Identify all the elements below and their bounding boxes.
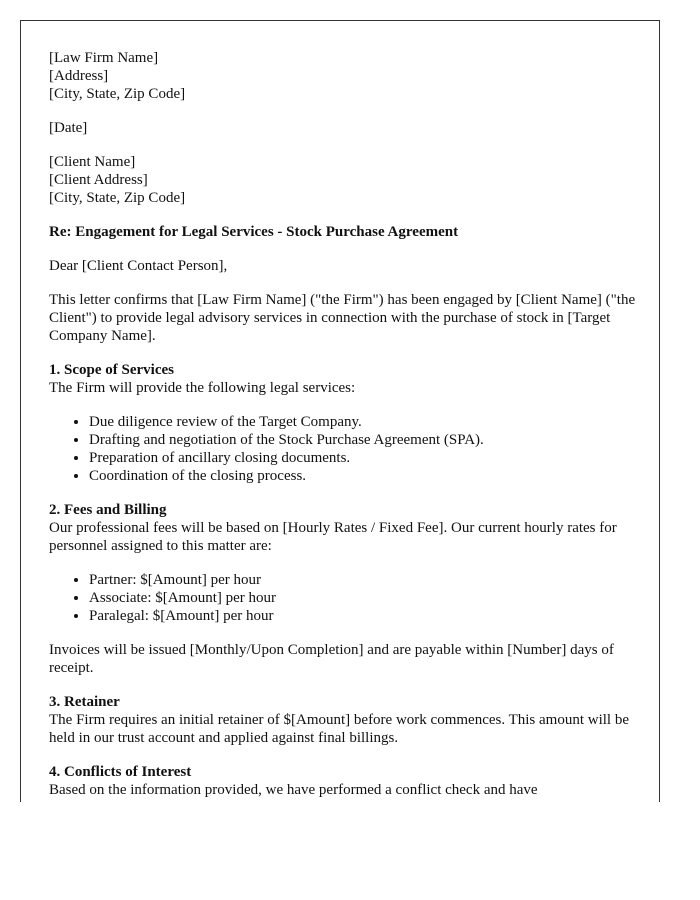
list-item: • Associate: $[Amount] per hour <box>89 589 637 607</box>
list-item: • Coordination of the closing process. <box>89 467 637 485</box>
sender-line: [City, State, Zip Code] <box>49 86 186 102</box>
recipient-address <box>49 153 637 207</box>
subject-text: Re: Engagement for Legal Services - Stock Purchase Agreement <box>49 224 459 240</box>
sender-line: [Address] <box>49 68 109 84</box>
letter-page <box>20 20 660 802</box>
services-list <box>49 413 637 485</box>
salutation: Dear [Client Contact Person], <box>49 258 228 274</box>
recipient-line: [Client Name] <box>49 154 136 170</box>
sender-line: [Law Firm Name] <box>49 50 159 66</box>
subject-line <box>49 223 637 241</box>
letter-date: [Date] <box>49 120 88 136</box>
list-item: • Preparation of ancillary closing documents. <box>89 449 637 467</box>
sender-address <box>49 49 637 103</box>
section-text: The Firm requires an initial retainer of $[Amount] before work commences. This amount will be held in our trust account and applied against final billings. <box>49 712 629 746</box>
list-item: • Paralegal: $[Amount] per hour <box>89 607 637 625</box>
section-heading: 4. Conflicts of Interest <box>49 764 192 780</box>
section-text: Based on the information provided, we have performed a conflict check and have <box>49 782 538 798</box>
invoice-text: Invoices will be issued [Monthly/Upon Completion] and are payable within [Number] days of receipt. <box>49 642 614 676</box>
section-heading: 2. Fees and Billing <box>49 502 167 518</box>
intro-paragraph: This letter confirms that [Law Firm Name] ("the Firm") has been engaged by [Client Name] ("the Client") to provide legal advisory services in connection with the purchase of stock in [Target Company Name]. <box>49 292 636 344</box>
recipient-line: [Client Address] <box>49 172 148 188</box>
section-text: The Firm will provide the following legal services: <box>49 380 356 396</box>
rates-list <box>49 571 637 625</box>
list-item: • Drafting and negotiation of the Stock Purchase Agreement (SPA). <box>89 431 637 449</box>
section-conflicts <box>49 763 637 799</box>
section-text: Our professional fees will be based on [Hourly Rates / Fixed Fee]. Our current hourly rates for personnel assigned to this matter are: <box>49 520 617 554</box>
section-heading: 1. Scope of Services <box>49 362 174 378</box>
section-fees <box>49 501 637 677</box>
letter-content <box>49 49 637 802</box>
section-scope <box>49 361 637 485</box>
section-retainer <box>49 693 637 747</box>
list-item: • Due diligence review of the Target Company. <box>89 413 637 431</box>
section-heading: 3. Retainer <box>49 694 120 710</box>
recipient-line: [City, State, Zip Code] <box>49 190 186 206</box>
list-item: • Partner: $[Amount] per hour <box>89 571 637 589</box>
